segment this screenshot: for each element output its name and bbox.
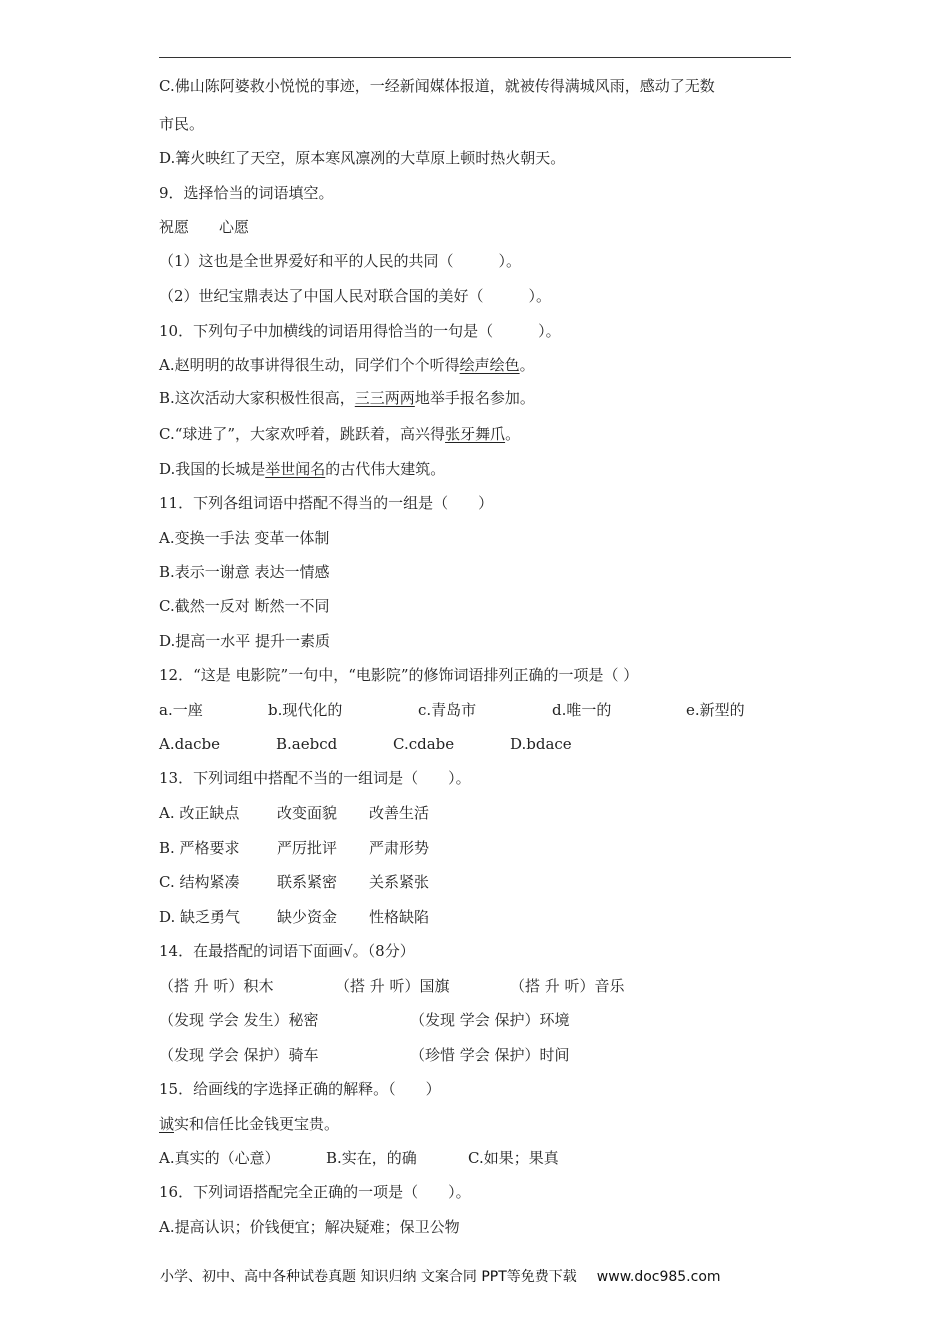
q13-c-1: C. 结构紧凑 <box>159 873 240 891</box>
q13-b-2: 严厉批评 <box>277 839 338 857</box>
q12-modifier-e: e.新型的 <box>686 701 745 719</box>
footer-text: 小学、初中、高中各种试卷真题 知识归纳 文案合同 PPT等免费下载 <box>160 1269 577 1285</box>
q10-b-text: B.这次活动大家积极性很高， <box>159 389 355 407</box>
q14-row2-item1: （发现 学会 发生）秘密 <box>159 1011 319 1029</box>
q12-modifier-b: b.现代化的 <box>268 701 343 719</box>
q13-c-3: 关系紧张 <box>369 873 430 891</box>
q14-row1-item1: （搭 升 听）积木 <box>159 977 274 995</box>
q8-option-c-line1: C.佛山陈阿婆救小悦悦的事迹，一经新闻媒体报道，就被传得满城风雨，感动了无数 <box>159 77 715 95</box>
q12-answer-b: B.aebcd <box>276 735 338 753</box>
q11-option-a: A.变换一手法 变革一体制 <box>159 529 330 547</box>
footer-site-link[interactable]: www.doc985.com <box>596 1269 721 1285</box>
q10-option-b <box>159 388 535 408</box>
q10-a-end: 。 <box>519 356 535 374</box>
q10-d-underlined: 举世闻名 <box>265 460 326 478</box>
q10-option-c <box>159 424 520 444</box>
q15-option-b: B.实在，的确 <box>326 1149 417 1167</box>
q13-a-3: 改善生活 <box>369 804 430 822</box>
q15-sentence-rest: 实和信任比金钱更宝贵。 <box>174 1115 340 1133</box>
q8-option-c-line2: 市民。 <box>159 115 205 133</box>
q13-b-3: 严肃形势 <box>369 839 430 857</box>
q10-c-text: C.“球进了”，大家欢呼着，跳跃着，高兴得 <box>159 425 446 443</box>
q11-option-d: D.提高一水平 提升一素质 <box>159 632 331 650</box>
q15-option-c: C.如果；果真 <box>468 1149 559 1167</box>
q14-row3-item1: （发现 学会 保护）骑车 <box>159 1046 319 1064</box>
q14-row3-item2: （珍惜 学会 保护）时间 <box>410 1046 570 1064</box>
q12-stem: 12．“这是 电影院”一句中，“电影院”的修饰词语排列正确的一项是（ ） <box>159 666 639 684</box>
q10-option-a <box>159 355 535 375</box>
q10-b-end: 地举手报名参加。 <box>414 389 535 407</box>
q9-word-options: 祝愿 心愿 <box>159 218 250 236</box>
q13-a-2: 改变面貌 <box>277 804 338 822</box>
q14-stem: 14．在最搭配的词语下面画√。（8分） <box>159 942 415 960</box>
q12-modifier-a: a.一座 <box>159 701 203 719</box>
q10-b-underlined: 三三两两 <box>354 389 415 407</box>
q12-modifier-c: c.青岛市 <box>418 701 477 719</box>
q11-option-c: C.截然一反对 断然一不同 <box>159 597 330 615</box>
q15-sentence <box>159 1114 339 1134</box>
q13-b-1: B. 严格要求 <box>159 839 240 857</box>
q14-row2-item2: （发现 学会 保护）环境 <box>410 1011 570 1029</box>
q10-a-underlined: 绘声绘色 <box>459 356 520 374</box>
q15-underlined-char: 诚 <box>159 1115 175 1133</box>
q10-a-text: A.赵明明的故事讲得很生动，同学们个个听得 <box>159 356 460 374</box>
q16-stem: 16．下列词语搭配完全正确的一项是（ ）。 <box>159 1183 471 1201</box>
q12-answer-d: D.bdace <box>510 735 572 753</box>
q9-sentence-2: （2）世纪宝鼎表达了中国人民对联合国的美好（ ）。 <box>159 287 552 305</box>
q13-c-2: 联系紧密 <box>277 873 338 891</box>
q15-stem: 15．给画线的字选择正确的解释。（ ） <box>159 1080 441 1098</box>
q10-option-d <box>159 459 445 479</box>
q13-stem: 13．下列词组中搭配不当的一组词是（ ）。 <box>159 769 471 787</box>
q9-sentence-1: （1）这也是全世界爱好和平的人民的共同（ ）。 <box>159 252 522 270</box>
q16-option-a: A.提高认识；价钱便宜；解决疑难；保卫公物 <box>159 1218 460 1236</box>
q11-stem: 11．下列各组词语中搭配不得当的一组是（ ） <box>159 494 494 512</box>
q8-option-d: D.篝火映红了天空，原本寒风凛冽的大草原上顿时热火朝天。 <box>159 149 566 167</box>
q14-row1-item2: （搭 升 听）国旗 <box>335 977 450 995</box>
q12-answer-c: C.cdabe <box>393 735 455 753</box>
q10-d-end: 的古代伟大建筑。 <box>325 460 446 478</box>
header-rule <box>159 57 791 58</box>
q10-d-text: D.我国的长城是 <box>159 460 266 478</box>
q13-d-1: D. 缺乏勇气 <box>159 908 241 926</box>
q12-answer-a: A.dacbe <box>159 735 221 753</box>
q10-stem: 10．下列句子中加横线的词语用得恰当的一句是（ ）。 <box>159 322 561 340</box>
q13-d-2: 缺少资金 <box>277 908 338 926</box>
q10-c-end: 。 <box>505 425 521 443</box>
q13-d-3: 性格缺陷 <box>369 908 430 926</box>
q10-c-underlined: 张牙舞爪 <box>445 425 506 443</box>
q13-a-1: A. 改正缺点 <box>159 804 240 822</box>
q11-option-b: B.表示一谢意 表达一情感 <box>159 563 330 581</box>
q9-stem: 9．选择恰当的词语填空。 <box>159 184 334 202</box>
q14-row1-item3: （搭 升 听）音乐 <box>510 977 625 995</box>
q12-modifier-d: d.唯一的 <box>552 701 612 719</box>
q15-option-a: A.真实的（心意） <box>159 1149 280 1167</box>
page-footer <box>160 1266 721 1286</box>
